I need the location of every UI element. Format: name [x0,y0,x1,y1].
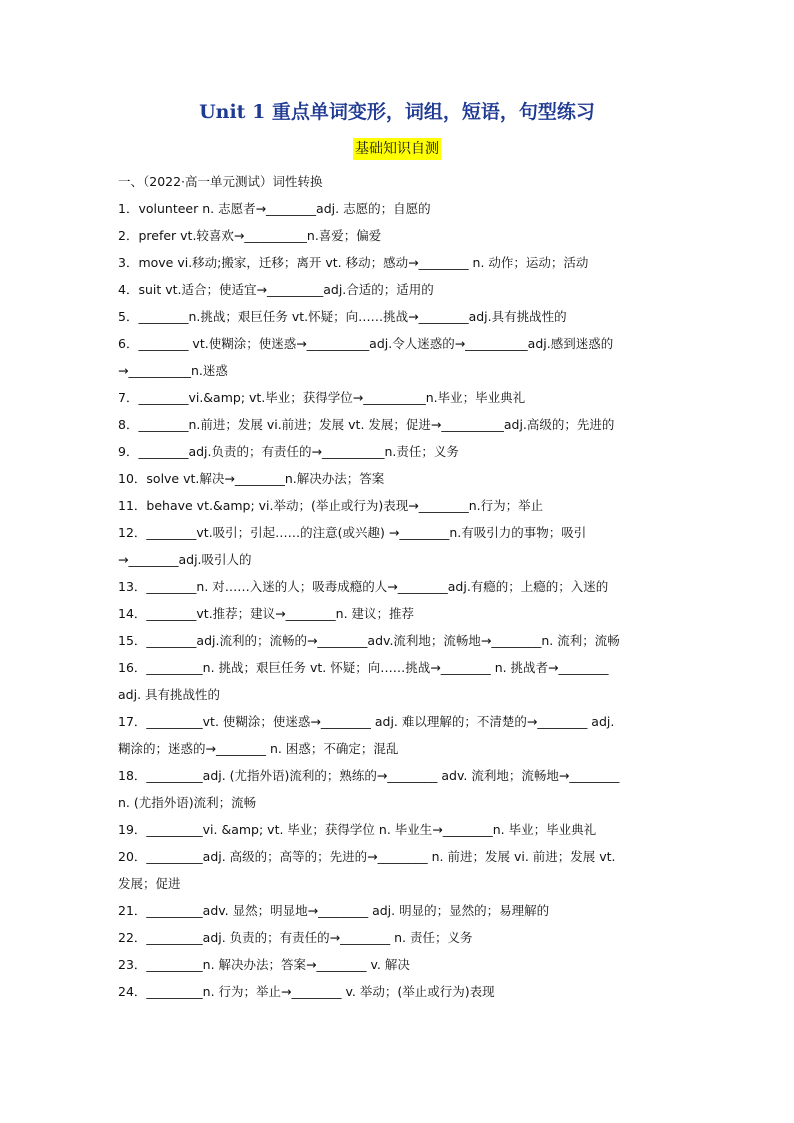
exercise-body [118,168,678,1005]
exercise-line: 18．_________adj. (尤指外语)流利的；熟练的→________ adv. 流利地；流畅地→________ [118,768,620,783]
exercise-line: 4．suit vt.适合；使适宜→_________adj.合适的；适用的 [118,282,434,297]
page-title: Unit 1 重点单词变形，词组，短语，句型练习 [199,101,595,123]
exercise-line: →__________n.迷惑 [118,363,228,378]
exercise-line: 21．_________adv. 显然；明显地→________ adj. 明显的；显然的；易理解的 [118,903,550,918]
exercise-line: 19．_________vi. &amp; vt. 毕业；获得学位 n. 毕业生→________n. 毕业；毕业典礼 [118,822,597,837]
section-subtitle: 基础知识自测 [353,138,441,160]
exercise-line: 22．_________adj. 负责的；有责任的→________ n. 责任；义务 [118,930,473,945]
exercise-line: 发展；促进 [118,876,181,891]
exercise-line: 2．prefer vt.较喜欢→__________n.喜爱；偏爱 [118,228,382,243]
exercise-line: 10．solve vt.解决→________n.解决办法；答案 [118,471,385,486]
exercise-line: 20．_________adj. 高级的；高等的；先进的→________ n. 前进；发展 vi. 前进；发展 vt. [118,849,616,864]
exercise-line: 13．________n. 对……入迷的人；吸毒成瘾的人→________adj.有瘾的；上瘾的；入迷的 [118,579,609,594]
exercise-line: 24．_________n. 行为；举止→________ v. 举动；(举止或行为)表现 [118,984,495,999]
exercise-line: →________adj.吸引人的 [118,552,252,567]
exercise-line: n. (尤指外语)流利；流畅 [118,795,257,810]
exercise-line: 8．________n.前进；发展 vi.前进；发展 vt. 发展；促进→__________adj.高级的；先进的 [118,417,615,432]
exercise-line: 7．________vi.&amp; vt.毕业；获得学位→__________n.毕业；毕业典礼 [118,390,526,405]
section-heading: 一、（2022·高一单元测试）词性转换 [118,174,323,189]
exercise-line: 3．move vi.移动;搬家，迁移；离开 vt. 移动；感动→________ n. 动作；运动；活动 [118,255,589,270]
exercise-line: 14．________vt.推荐；建议→________n. 建议；推荐 [118,606,415,621]
exercise-line: 糊涂的；迷惑的→________ n. 困惑；不确定；混乱 [118,741,399,756]
exercise-line: 9．________adj.负责的；有责任的→__________n.责任；义务 [118,444,459,459]
exercise-line: 23．_________n. 解决办法；答案→________ v. 解决 [118,957,410,972]
exercise-line: 5．________n.挑战；艰巨任务 vt.怀疑；向……挑战→________adj.具有挑战性的 [118,309,567,324]
subtitle-container [0,138,794,160]
exercise-line: adj. 具有挑战性的 [118,687,221,702]
exercise-line: 17．_________vt. 使糊涂；使迷惑→________ adj. 难以理解的；不清楚的→________ adj. [118,714,615,729]
exercise-line: 16．_________n. 挑战；艰巨任务 vt. 怀疑；向……挑战→________ n. 挑战者→________ [118,660,609,675]
exercise-line: 1．volunteer n. 志愿者→________adj. 志愿的；自愿的 [118,201,431,216]
exercise-line: 11．behave vt.&amp; vi.举动；(举止或行为)表现→________n.行为；举止 [118,498,544,513]
exercise-line: 6．________ vt.使糊涂；使迷惑→__________adj.令人迷惑的→__________adj.感到迷惑的 [118,336,614,351]
exercise-line: 15．________adj.流利的；流畅的→________adv.流利地；流畅地→________n. 流利；流畅 [118,633,620,648]
exercise-line: 12．________vt.吸引；引起……的注意(或兴趣) →________n.有吸引力的事物；吸引 [118,525,587,540]
